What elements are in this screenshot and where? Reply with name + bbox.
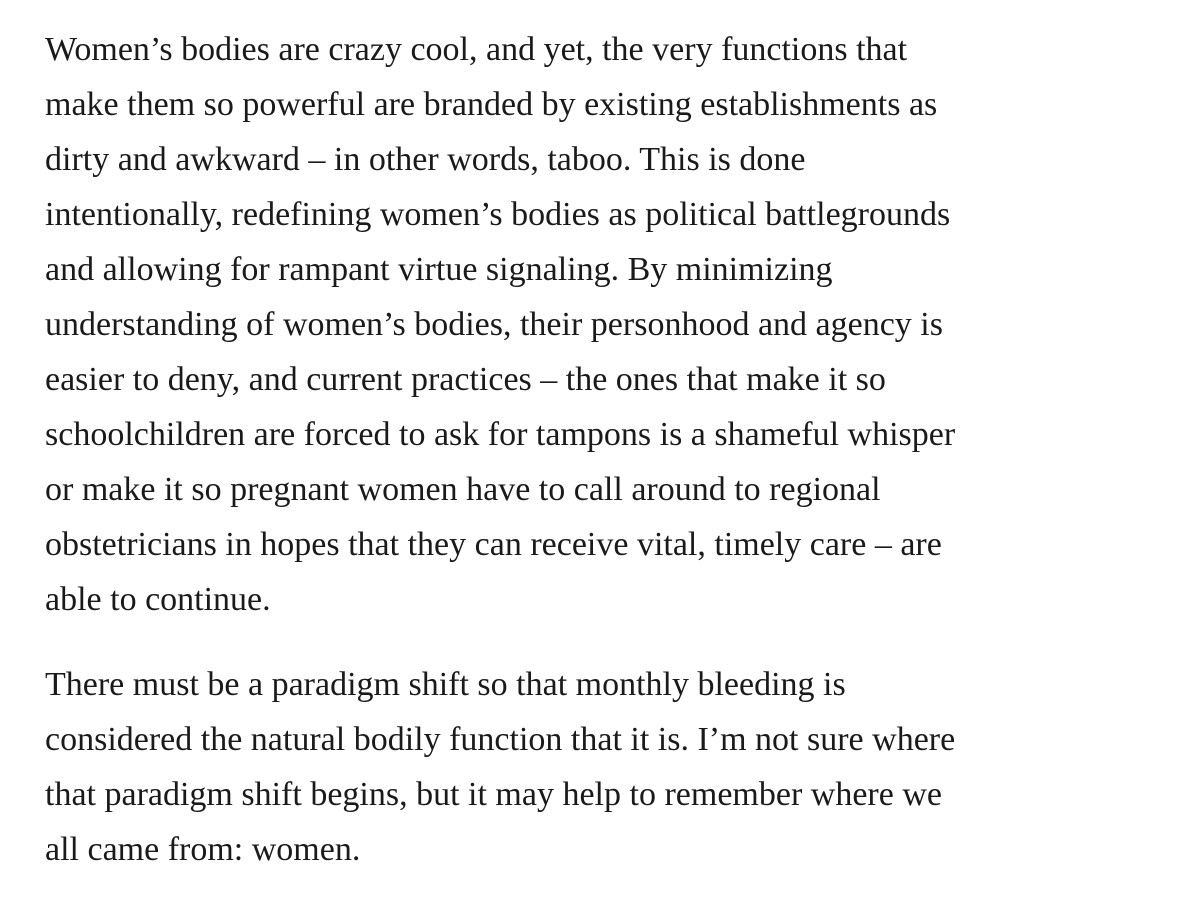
paragraph-line: make them so powerful are branded by existing establishments as — [45, 86, 938, 123]
paragraph-line: able to continue. — [45, 581, 271, 618]
paragraph-line: and allowing for rampant virtue signaling. By minimizing — [45, 251, 833, 288]
paragraph-line: dirty and awkward – in other words, taboo. This is done — [45, 141, 806, 178]
paragraph-line: schoolchildren are forced to ask for tampons is a shameful whisper — [45, 416, 956, 453]
paragraph-taboo — [45, 22, 1160, 627]
paragraph-line: that paradigm shift begins, but it may help to remember where we — [45, 776, 942, 813]
paragraph-line: Women’s bodies are crazy cool, and yet, the very functions that — [45, 31, 908, 68]
paragraph-line: intentionally, redefining women’s bodies as political battlegrounds — [45, 196, 951, 233]
paragraph-line: or make it so pregnant women have to call around to regional — [45, 471, 881, 508]
paragraph-line: obstetricians in hopes that they can receive vital, timely care – are — [45, 526, 942, 563]
paragraph-line: understanding of women’s bodies, their personhood and agency is — [45, 306, 943, 343]
paragraph-line: easier to deny, and current practices – the ones that make it so — [45, 361, 886, 398]
paragraph-line: considered the natural bodily function that it is. I’m not sure where — [45, 721, 956, 758]
paragraph-line: There must be a paradigm shift so that monthly bleeding is — [45, 666, 846, 703]
article-body — [45, 22, 1160, 877]
paragraph-line: all came from: women. — [45, 831, 361, 868]
paragraph-paradigm-shift — [45, 657, 1160, 877]
